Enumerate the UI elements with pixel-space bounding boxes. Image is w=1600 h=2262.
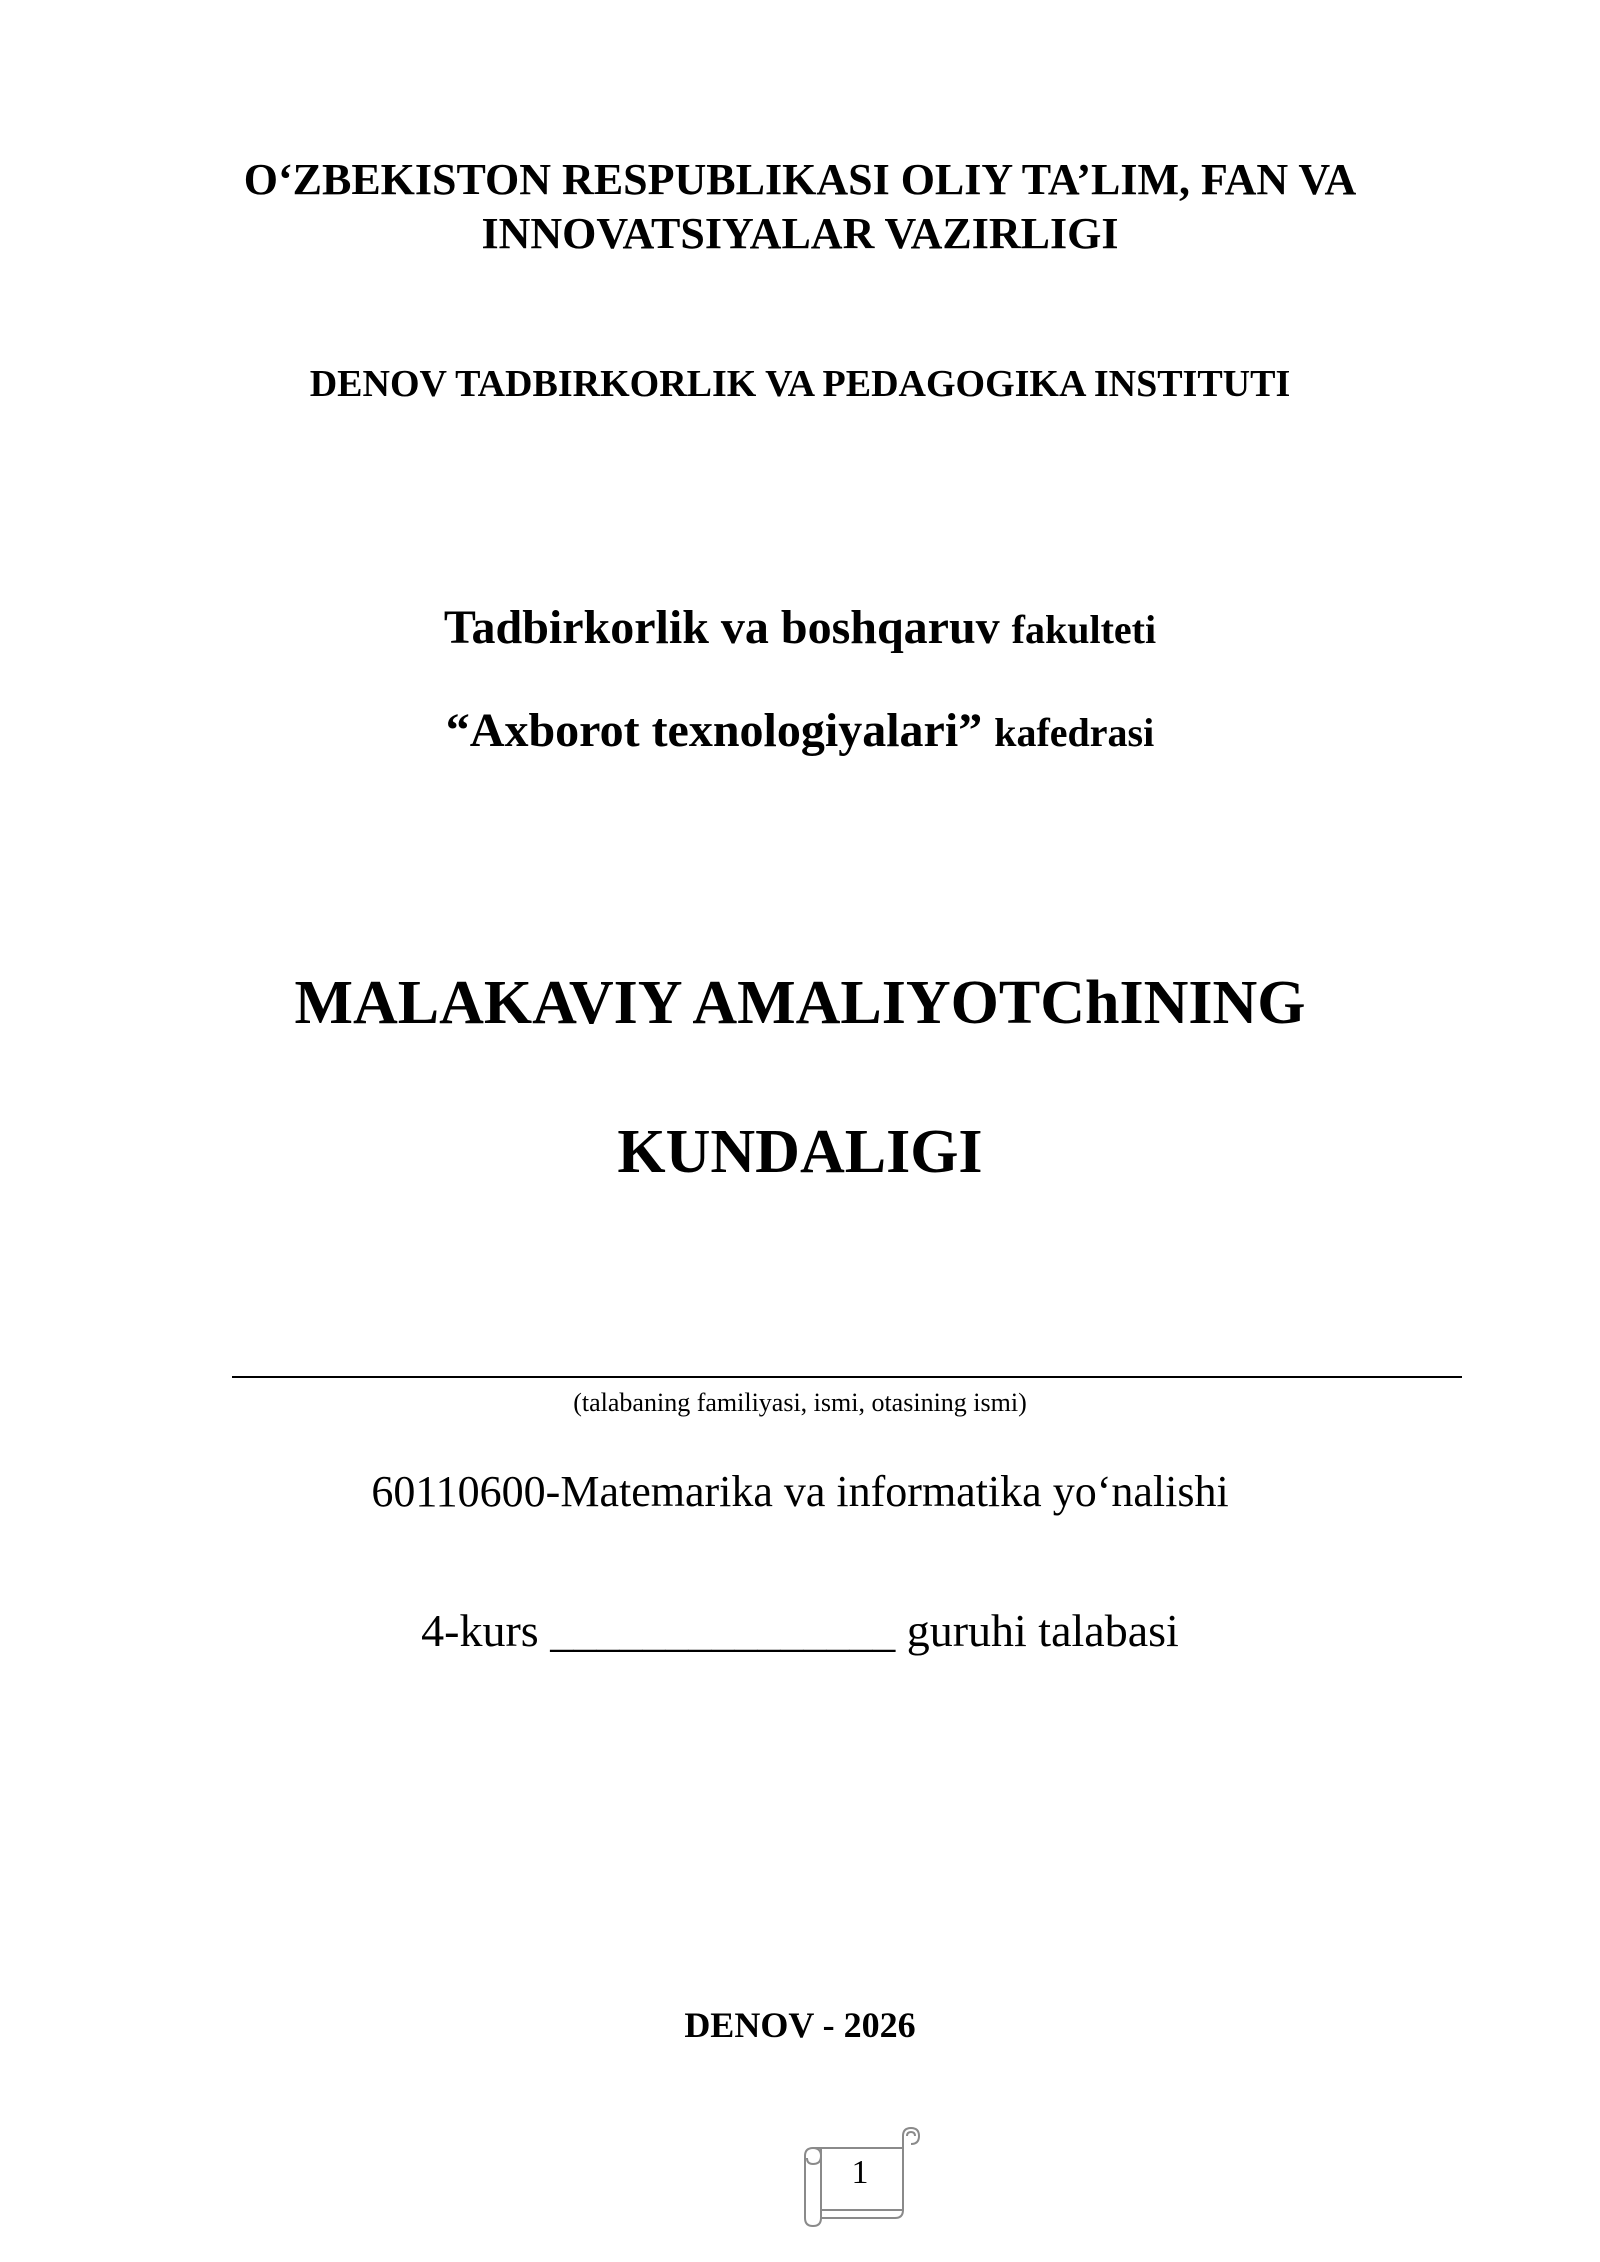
course-group-line: 4-kurs _______________ guruhi talabasi [421, 1605, 1179, 1656]
department-suffix: kafedrasi [994, 710, 1155, 755]
faculty-suffix: fakulteti [1011, 607, 1157, 652]
institute-name: DENOV TADBIRKORLIK VA PEDAGOGIKA INSTITUTI [309, 363, 1291, 405]
specialty-line: 60110600-Matemarika va informatika yo‘nalishi [371, 1467, 1229, 1516]
faculty-heading [0, 600, 1600, 655]
document-title-line-2: KUNDALIGI [617, 1118, 983, 1186]
ministry-line-1: O‘ZBEKISTON RESPUBLIKASI OLIY TA’LIM, FAN VA [243, 155, 1357, 204]
department-name: “Axborot texnologiyalari” [445, 704, 983, 757]
faculty-name: Tadbirkorlik va boshqaruv [443, 601, 1000, 654]
ministry-line-2: INNOVATSIYALAR VAZIRLIGI [481, 209, 1119, 258]
document-title-line-1: MALAKAVIY AMALIYOTChINING [294, 969, 1306, 1037]
page-number: 1 [851, 2154, 869, 2191]
student-name-caption: (talabaning familiyasi, ismi, otasining ismi) [573, 1388, 1027, 1417]
city-year: DENOV - 2026 [684, 2005, 916, 2045]
student-name-blank-line [232, 1376, 1462, 1378]
department-heading [0, 703, 1600, 758]
